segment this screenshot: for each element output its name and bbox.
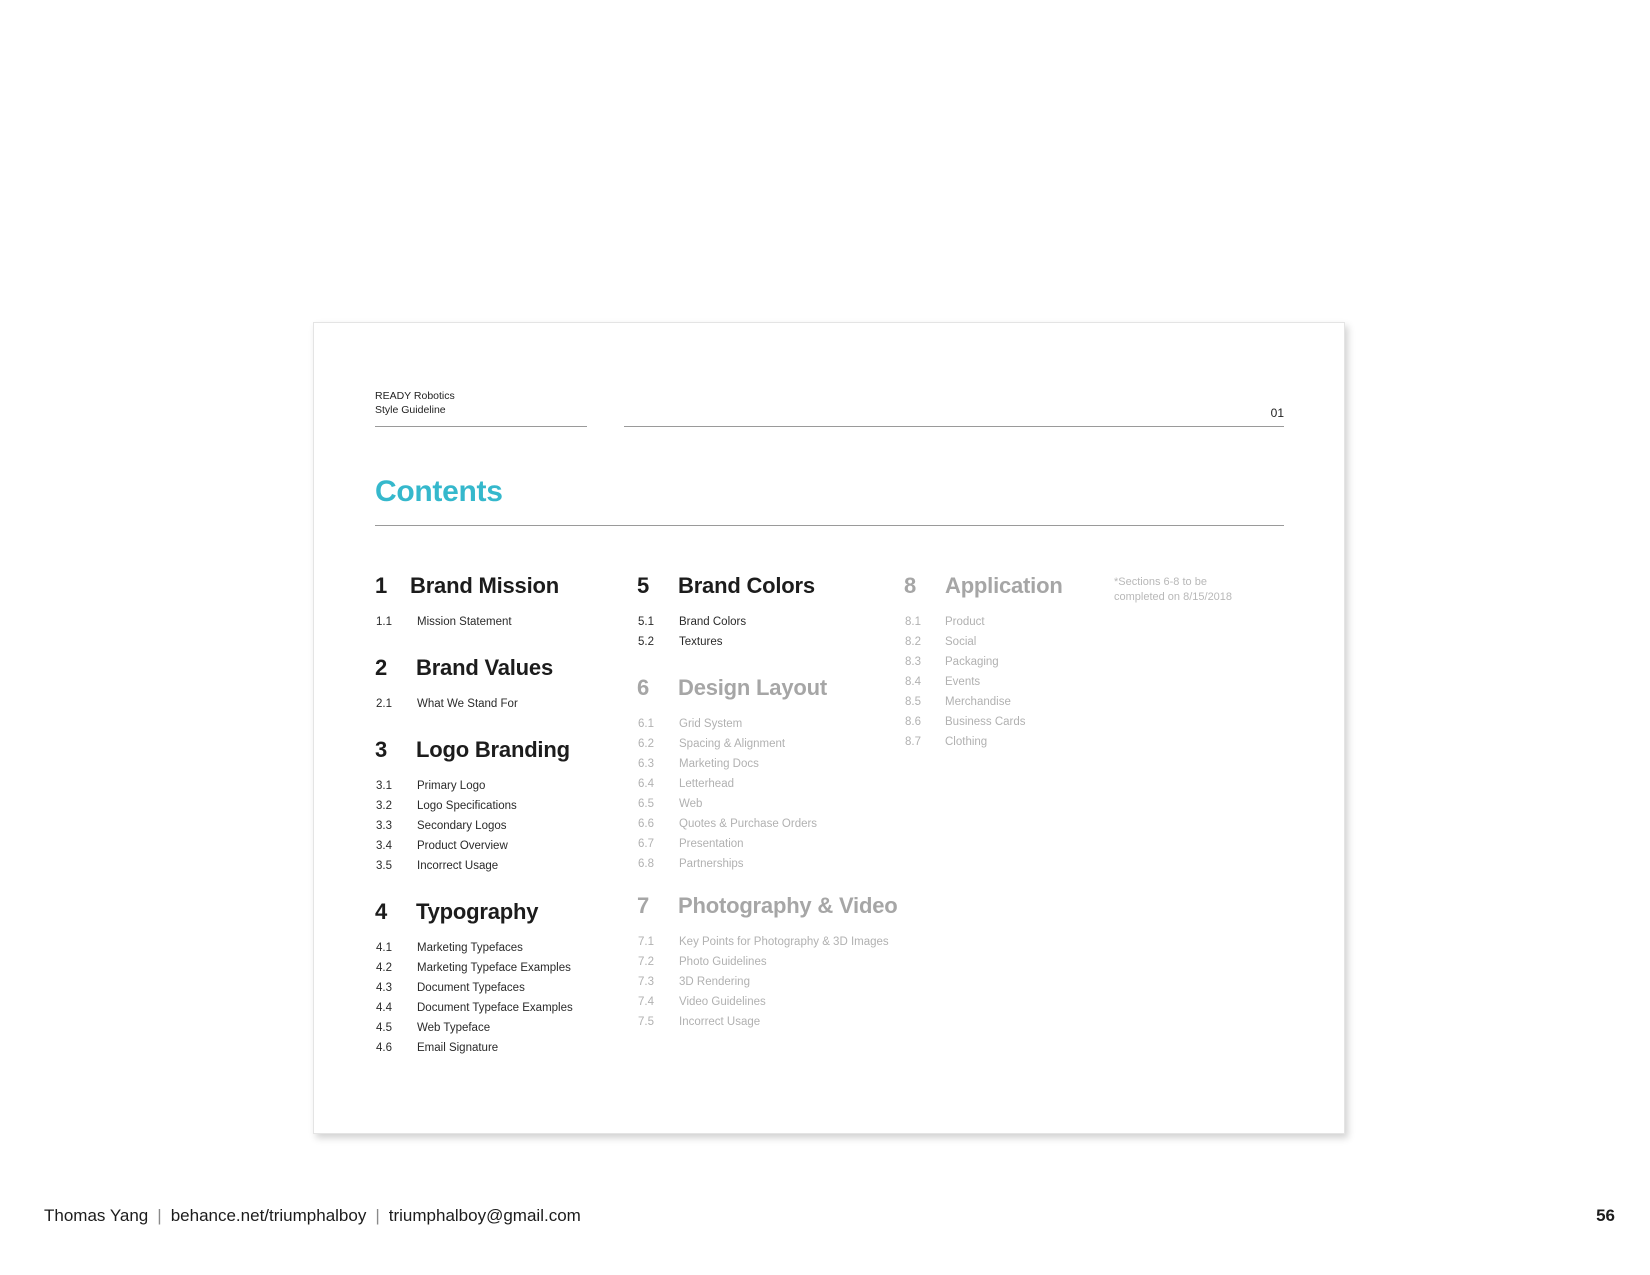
- section-title[interactable]: Brand Mission: [410, 573, 559, 598]
- toc-item-label: Primary Logo: [417, 780, 486, 792]
- section-title[interactable]: Brand Colors: [678, 573, 815, 598]
- toc-item-number: 6.7: [638, 838, 654, 850]
- toc-item-number: 4.4: [376, 1002, 392, 1014]
- section-title[interactable]: Brand Values: [416, 655, 553, 680]
- toc-item-label: 3D Rendering: [679, 976, 750, 988]
- toc-item-number: 6.1: [638, 718, 654, 730]
- toc-item-number: 2.1: [376, 698, 392, 710]
- org-name: READY Robotics: [375, 390, 455, 402]
- toc-item-label: Web Typeface: [417, 1022, 491, 1034]
- toc-item-number: 7.3: [638, 976, 654, 988]
- toc-item-number: 6.3: [638, 758, 654, 770]
- toc-item-number: 6.4: [638, 778, 654, 790]
- toc-item-label: Packaging: [945, 656, 999, 668]
- contents-title: Contents: [375, 475, 503, 508]
- toc-item-label: Presentation: [679, 838, 744, 850]
- toc-item-number: 6.2: [638, 738, 654, 750]
- toc-item-label: Mission Statement: [417, 616, 512, 628]
- toc-item-number: 8.6: [905, 716, 921, 728]
- toc-item-number: 8.3: [905, 656, 921, 668]
- sections-note: *Sections 6-8 to be completed on 8/15/2018: [1114, 576, 1233, 603]
- toc-item-label: Social: [945, 636, 977, 648]
- footer-author: Thomas Yang: [44, 1206, 149, 1225]
- toc-item-label: Brand Colors: [679, 616, 747, 628]
- section-title[interactable]: Design Layout: [678, 675, 827, 700]
- section-title[interactable]: Application: [945, 573, 1063, 598]
- toc-item-number: 3.1: [376, 780, 392, 792]
- toc-item-number: 6.8: [638, 858, 654, 870]
- toc-item-number: 6.6: [638, 818, 654, 830]
- document-page: [313, 322, 1345, 1134]
- section-number: 8: [904, 573, 917, 598]
- toc-item-number: 4.5: [376, 1022, 392, 1034]
- toc-item-label: Partnerships: [679, 858, 744, 870]
- toc-item-label: Events: [945, 676, 981, 688]
- toc-item-label: Marketing Docs: [679, 758, 759, 770]
- toc-item-number: 3.3: [376, 820, 392, 832]
- section-title[interactable]: Logo Branding: [416, 737, 570, 762]
- header-rule-left: [375, 426, 587, 427]
- toc-item-label: Clothing: [945, 736, 988, 748]
- toc-item-label: Document Typeface Examples: [417, 1002, 573, 1014]
- footer-website-link[interactable]: behance.net/triumphalboy: [170, 1206, 367, 1225]
- section-title[interactable]: Photography & Video: [678, 893, 898, 918]
- toc-item-label: Key Points for Photography & 3D Images: [679, 936, 889, 948]
- toc-item-number: 1.1: [376, 616, 392, 628]
- toc-item-label: What We Stand For: [417, 698, 518, 710]
- toc-item-label: Product: [945, 616, 985, 628]
- toc-item-number: 4.1: [376, 942, 392, 954]
- toc-item-number: 7.1: [638, 936, 654, 948]
- section-title[interactable]: Typography: [416, 899, 539, 924]
- section-number: 1: [375, 573, 388, 598]
- toc-item-label: Incorrect Usage: [679, 1016, 761, 1028]
- section-number: 6: [637, 675, 650, 700]
- section-number: 7: [637, 893, 650, 918]
- doc-subtitle: Style Guideline: [375, 404, 446, 416]
- toc-item-label: Grid System: [679, 718, 743, 730]
- toc-item-number: 3.5: [376, 860, 392, 872]
- doc-page-number: 01: [1270, 406, 1284, 420]
- toc-item-label: Video Guidelines: [679, 996, 766, 1008]
- toc-item-label: Business Cards: [945, 716, 1026, 728]
- toc-item-number: 8.2: [905, 636, 921, 648]
- toc-item-number: 7.2: [638, 956, 654, 968]
- toc-item-number: 4.3: [376, 982, 392, 994]
- toc-item-number: 3.2: [376, 800, 392, 812]
- toc-item-label: Marketing Typeface Examples: [417, 962, 571, 974]
- footer-separator: |: [375, 1206, 380, 1225]
- toc-item-label: Textures: [679, 636, 723, 648]
- toc-item-label: Marketing Typefaces: [417, 942, 523, 954]
- toc-item-label: Letterhead: [679, 778, 734, 790]
- toc-item-label: Merchandise: [945, 696, 1011, 708]
- toc-item-number: 4.2: [376, 962, 392, 974]
- toc-item-label: Web: [679, 798, 703, 810]
- section-number: 5: [637, 573, 650, 598]
- toc-item-number: 8.4: [905, 676, 921, 688]
- toc-item-number: 7.5: [638, 1016, 654, 1028]
- toc-item-label: Product Overview: [417, 840, 508, 852]
- toc-item-number: 8.5: [905, 696, 921, 708]
- toc-item-label: Logo Specifications: [417, 800, 517, 812]
- toc-item-number: 3.4: [376, 840, 392, 852]
- section-number: 4: [375, 899, 388, 924]
- toc-item-label: Document Typefaces: [417, 982, 525, 994]
- document-header-org: [375, 389, 455, 417]
- title-divider: [375, 525, 1284, 526]
- toc-item-number: 4.6: [376, 1042, 392, 1054]
- toc-item-label: Email Signature: [417, 1042, 499, 1054]
- portfolio-footer: [44, 1206, 581, 1226]
- toc-item-label: Spacing & Alignment: [679, 738, 786, 750]
- toc-item-number: 5.1: [638, 616, 654, 628]
- toc-item-number: 8.1: [905, 616, 921, 628]
- footer-email-link[interactable]: triumphalboy@gmail.com: [388, 1206, 581, 1225]
- toc-item-label: Incorrect Usage: [417, 860, 499, 872]
- toc-item-label: Secondary Logos: [417, 820, 507, 832]
- toc-item-label: Photo Guidelines: [679, 956, 767, 968]
- section-number: 3: [375, 737, 388, 762]
- toc-item-label: Quotes & Purchase Orders: [679, 818, 818, 830]
- footer-separator: |: [157, 1206, 162, 1225]
- header-rule-right: [624, 426, 1284, 427]
- toc-item-number: 7.4: [638, 996, 654, 1008]
- toc-item-number: 6.5: [638, 798, 654, 810]
- portfolio-page-number: 56: [1596, 1206, 1615, 1225]
- toc-item-number: 8.7: [905, 736, 921, 748]
- section-number: 2: [375, 655, 388, 680]
- toc-item-number: 5.2: [638, 636, 654, 648]
